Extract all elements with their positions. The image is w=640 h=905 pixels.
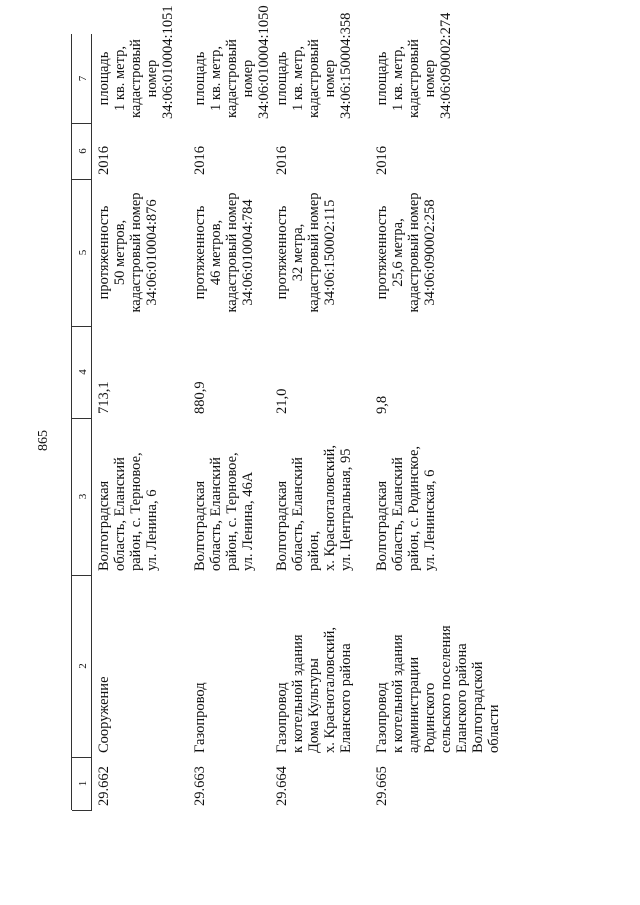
row-3-address: Волгоградская область, Еланский район, х. Красноталовский, ул. Центральная, 95 <box>274 444 354 571</box>
row-1-num: 29.662 <box>96 766 112 806</box>
header-edge-right <box>72 810 92 811</box>
row-2-address: Волгоградская область, Еланский район, с. Терновое, ул. Ленина, 46А <box>192 452 256 571</box>
row-4-name: Газопровод к котельной здания администрации Родинского сельского поселения Еланского района Волгоградской области <box>374 625 502 753</box>
row-2-area: 880,9 <box>192 381 208 414</box>
row-3-plot: площадь 1 кв. метр, кадастровый номер 34:06:150004:358 <box>274 12 354 119</box>
column-header-5: 5 <box>77 249 89 256</box>
row-2-plot: площадь 1 кв. метр, кадастровый номер 34:06:010004:1050 <box>192 5 272 119</box>
row-3-length: протяженность 32 метра, кадастровый номер 34:06:150002:115 <box>274 192 338 313</box>
row-4-length: протяженность 25,6 метра, кадастровый номер 34:06:090002:258 <box>374 192 438 313</box>
row-2-name: Газопровод <box>192 682 208 753</box>
column-header-7: 7 <box>77 75 89 82</box>
row-1-name: Сооружение <box>96 676 112 753</box>
row-3-name: Газопровод к котельной здания Дома Культуры х. Красноталовский, Еланского района <box>274 626 354 753</box>
column-header-1: 1 <box>77 780 89 787</box>
column-header-2: 2 <box>77 663 89 669</box>
row-2-length: протяженность 46 метров, кадастровый номер 34:06:010004:784 <box>192 192 256 313</box>
row-1-length: протяженность 50 метров, кадастровый номер 34:06:010004:876 <box>96 192 160 313</box>
row-3-num: 29.664 <box>274 766 290 806</box>
row-4-num: 29.665 <box>374 766 390 806</box>
row-4-year: 2016 <box>374 146 390 175</box>
row-3-area: 21,0 <box>274 388 290 414</box>
row-4-plot: площадь 1 кв. метр, кадастровый номер 34:06:090002:274 <box>374 12 454 119</box>
row-1-area: 713,1 <box>96 381 112 414</box>
row-4-area: 9,8 <box>374 395 390 414</box>
column-header-3: 3 <box>77 493 89 500</box>
column-header-6: 6 <box>77 148 89 154</box>
row-1-plot: площадь 1 кв. метр, кадастровый номер 34:06:010004:1051 <box>96 5 176 119</box>
row-4-address: Волгоградская область, Еланский район, с. Родинское, ул. Ленинская, 6 <box>374 445 438 571</box>
row-2-year: 2016 <box>192 146 208 175</box>
column-header-4: 4 <box>77 369 89 375</box>
page-number: 865 <box>36 430 51 451</box>
row-3-year: 2016 <box>274 146 290 175</box>
table-top-border <box>71 34 72 810</box>
row-1-year: 2016 <box>96 146 112 175</box>
header-bottom-border <box>91 34 92 810</box>
row-1-address: Волгоградская область, Еланский район, с. Терновое, ул. Ленина, 6 <box>96 452 160 571</box>
row-2-num: 29.663 <box>192 766 208 806</box>
